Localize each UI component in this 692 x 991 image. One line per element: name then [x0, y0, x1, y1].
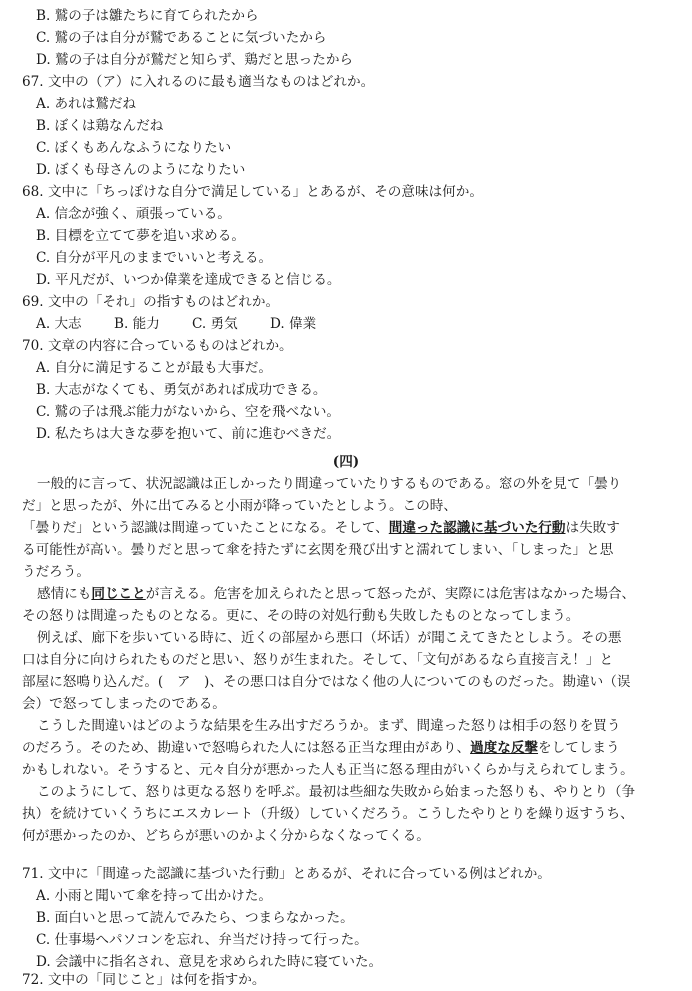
passage-line: 口は自分に向けられたものだと思い、怒りが生まれた。そして、「文句があるなら直接言え！」と: [22, 652, 614, 668]
passage-text: をしてしまう: [538, 740, 620, 756]
q67-option-a: A. あれは鷲だね: [36, 96, 137, 112]
q66-option-c: C. 鷲の子は自分が鷲であることに気づいたから: [36, 30, 327, 46]
passage-line: かもしれない。そうすると、元々自分が悪かった人も正当に怒る理由がいくらか与えられてしまう。: [22, 762, 634, 778]
q71-option-c: C. 仕事場へパソコンを忘れ、弁当だけ持って行った。: [36, 932, 368, 948]
passage-line: 例えば、廊下を歩いている時に、近くの部屋から悪口（坏话）が聞こえてきたとしよう。その悪: [37, 630, 622, 646]
passage-line: [37, 584, 635, 604]
q68-stem: 68. 文中に「ちっぽけな自分で満足している」とあるが、その意味は何か。: [22, 184, 483, 200]
passage-text: のだろう。そのため、勘違いで怒鳴られた人には怒る正当な理由があり、: [22, 740, 471, 756]
passage-line: うだろう。: [22, 564, 90, 580]
q70-option-a: A. 自分に満足することが最も大事だ。: [36, 360, 272, 376]
passage-line: だ」と思ったが、外に出てみると小雨が降っていたとしよう。この時、: [22, 498, 457, 514]
q71-option-a: A. 小雨と聞いて傘を持って出かけた。: [36, 888, 272, 904]
passage-text: 感情にも: [37, 586, 92, 602]
q68-option-d: D. 平凡だが、いつか偉業を達成できると信じる。: [36, 272, 341, 288]
passage-line: その怒りは間違ったものとなる。更に、その時の対処行動も失敗したものとなってしまう。: [22, 608, 580, 624]
q68-option-b: B. 目標を立てて夢を追い求める。: [36, 228, 245, 244]
q69-stem: 69. 文中の「それ」の指すものはどれか。: [22, 294, 280, 310]
passage-line: 会）で怒ってしまったのである。: [22, 696, 226, 712]
passage-line: [22, 738, 620, 758]
q68-option-a: A. 信念が強く、頑張っている。: [36, 206, 231, 222]
passage-line: 一般的に言って、状況認識は正しかったり間違っていたりするものである。窓の外を見て「曇り: [37, 476, 622, 492]
q70-option-d: D. 私たちは大きな夢を抱いて、前に進むべきだ。: [36, 426, 341, 442]
passage-line: る可能性が高い。曇りだと思って傘を持たずに玄関を飛び出すと濡れてしまい、「しまった」と思: [22, 542, 614, 558]
underlined-phrase-action: 間違った認識に基づいた行動: [388, 520, 566, 536]
passage-line: このようにして、怒りは更なる怒りを呼ぶ。最初は些細な失敗から始まった怒りも、やりとり（争: [37, 784, 636, 800]
q67-option-d: D. ぼくも母さんのようになりたい: [36, 162, 246, 178]
q69-option-d: D. 偉業: [270, 316, 317, 332]
passage-line: 何が悪かったのか、どちらが悪いのかよく分からなくなってくる。: [22, 828, 430, 844]
q71-stem: 71. 文中に「間違った認識に基づいた行動」とあるが、それに合っている例はどれか。: [22, 866, 551, 882]
passage-text: 「曇りだ」という認識は間違っていたことになる。そして、: [22, 520, 389, 536]
q66-option-b: B. 鷲の子は雛たちに育てられたから: [36, 8, 259, 24]
q69-option-b: B. 能力: [114, 316, 160, 332]
q67-option-c: C. ぼくもあんなふうになりたい: [36, 140, 232, 156]
q69-option-a: A. 大志: [36, 316, 82, 332]
underlined-phrase-counter: 過度な反撃: [470, 740, 539, 756]
q67-stem: 67. 文中の（ア）に入れるのに最も適当なものはどれか。: [22, 74, 375, 90]
passage-line: 部屋に怒鳴り込んだ。( ア )、その悪口は自分ではなく他の人についてのものだった。勘違い（误: [22, 674, 631, 690]
q71-option-d: D. 会議中に指名され、意見を求められた時に寝ていた。: [36, 954, 383, 970]
q69-options: [36, 314, 316, 334]
passage-text: は失敗す: [565, 520, 620, 536]
passage-text: が言える。危害を加えられたと思って怒ったが、実際には危害はなかった場合、: [145, 586, 636, 602]
q66-option-d: D. 鷲の子は自分が鷲だと知らず、鶏だと思ったから: [36, 52, 354, 68]
q72-stem: 72. 文中の「同じこと」は何を指すか。: [22, 972, 266, 988]
q68-option-c: C. 自分が平凡のままでいいと考える。: [36, 250, 273, 266]
q69-option-c: C. 勇気: [192, 316, 238, 332]
q70-option-b: B. 大志がなくても、勇気があれば成功できる。: [36, 382, 327, 398]
q70-option-c: C. 鷲の子は飛ぶ能力がないから、空を飛べない。: [36, 404, 341, 420]
passage-line: [22, 518, 620, 538]
q70-stem: 70. 文章の内容に合っているものはどれか。: [22, 338, 293, 354]
underlined-phrase-same: 同じこと: [91, 586, 146, 602]
q71-option-b: B. 面白いと思って読んでみたら、つまらなかった。: [36, 910, 354, 926]
section-title: (四): [332, 454, 360, 470]
passage-line: こうした間違いはどのような結果を生み出すだろうか。まず、間違った怒りは相手の怒りを買う: [37, 718, 621, 734]
passage-line: 执）を続けていくうちにエスカレート（升级）していくだろう。こうしたやりとりを繰り返すうち、: [22, 806, 634, 822]
q67-option-b: B. ぼくは鶏なんだね: [36, 118, 164, 134]
